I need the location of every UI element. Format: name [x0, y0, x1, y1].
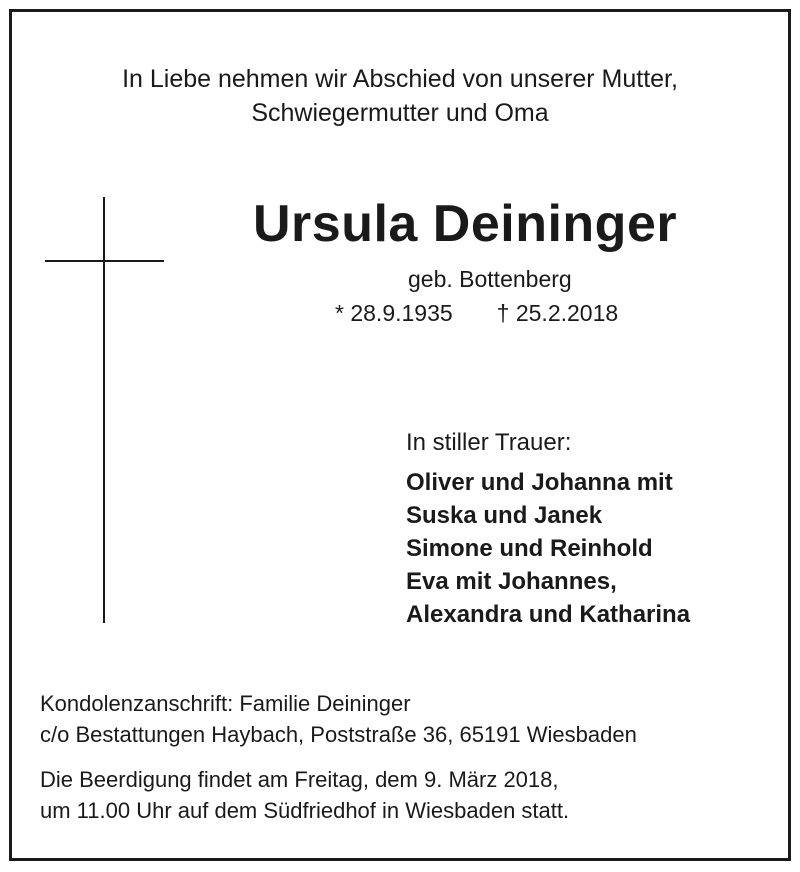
mourner-line: Oliver und Johanna mit	[406, 469, 673, 496]
funeral-line-2: um 11.00 Uhr auf dem Südfriedhof in Wiesbaden statt.	[40, 798, 570, 823]
mourner-line: Simone und Reinhold	[406, 535, 653, 562]
intro-line-1: In Liebe nehmen wir Abschied von unserer Mutter,	[122, 65, 678, 93]
condolence-line-2: c/o Bestattungen Haybach, Poststraße 36, 65191 Wiesbaden	[40, 722, 637, 747]
funeral-info	[40, 764, 569, 826]
mourning-intro: In stiller Trauer:	[406, 429, 572, 456]
intro-line-2: Schwiegermutter und Oma	[251, 99, 549, 127]
cross-horizontal-bar	[45, 260, 164, 262]
mourners-list	[406, 466, 690, 631]
intro-text	[12, 62, 788, 130]
mourner-line: Eva mit Johannes,	[406, 568, 617, 595]
death-date: † 25.2.2018	[496, 300, 619, 326]
maiden-name: geb. Bottenberg	[408, 266, 572, 292]
condolence-line-1: Kondolenzanschrift: Familie Deininger	[40, 691, 411, 716]
mourner-line: Alexandra und Katharina	[406, 601, 691, 628]
birth-date: * 28.9.1935	[335, 300, 453, 326]
mourner-line: Suska und Janek	[406, 502, 603, 529]
condolence-address	[40, 688, 637, 750]
obituary-notice	[9, 9, 791, 861]
funeral-line-1: Die Beerdigung findet am Freitag, dem 9. März 2018,	[40, 767, 559, 792]
deceased-name: Ursula Deininger	[253, 195, 678, 253]
life-dates	[335, 298, 618, 328]
